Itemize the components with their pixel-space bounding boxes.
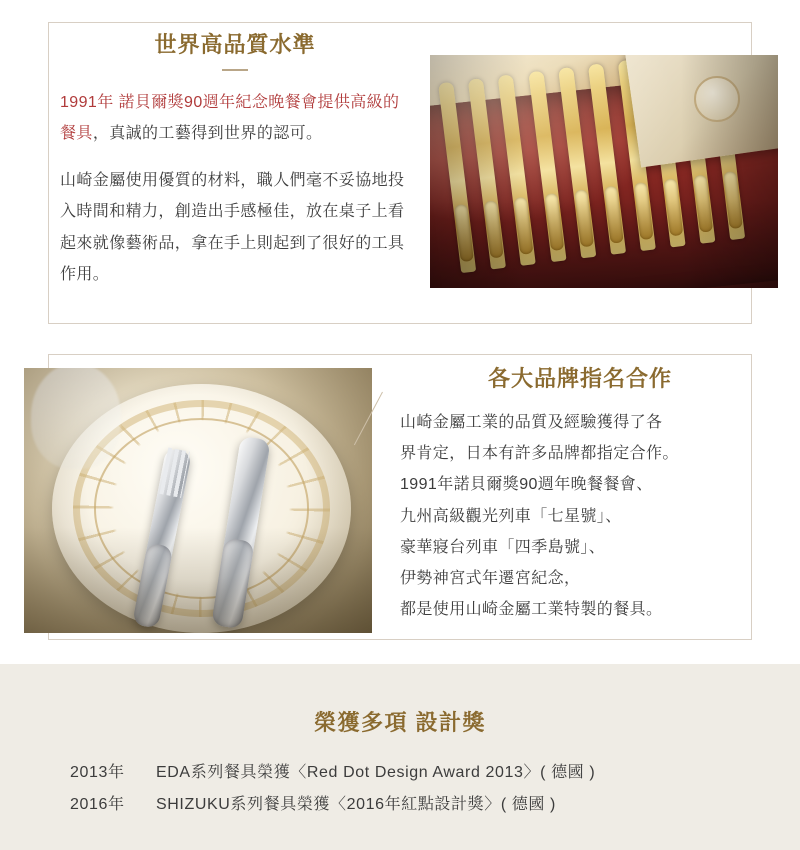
section1-text-block — [60, 30, 410, 306]
section-awards — [0, 664, 800, 850]
award-row — [70, 757, 730, 789]
heading-divider — [222, 69, 248, 71]
silver-cutlery-photo — [24, 368, 372, 633]
photo2-vignette — [24, 368, 372, 633]
section1-paragraph-1 — [60, 87, 410, 149]
section2-heading: 各大品牌指名合作 — [487, 366, 672, 391]
section1-paragraph-2: 山崎金屬使用優質的材料，職人們毫不妥協地投入時間和精力，創造出手感極佳，放在桌子上看起來就像藝術品，拿在手上則起到了很好的工具作用。 — [60, 172, 405, 283]
award-year: 2016年 — [70, 796, 125, 813]
award-text: EDA系列餐具榮獲〈Red Dot Design Award 2013〉( 德國 ) — [156, 764, 596, 781]
section2-line: 豪華寢台列車「四季島號」、 — [400, 538, 606, 556]
award-row — [70, 789, 730, 821]
section2-line: 界肯定，日本有許多品牌都指定合作。 — [400, 445, 679, 463]
section2-line: 1991年諾貝爾獎90週年晚餐餐會、 — [400, 476, 653, 494]
photo1-vignette — [430, 55, 778, 288]
awards-list — [70, 757, 730, 821]
gold-cutlery-photo — [430, 55, 778, 288]
awards-heading: 榮獲多項 設計獎 — [313, 710, 487, 735]
section-world-quality — [0, 0, 800, 340]
section1-highlight-text: 1991年 諾貝爾獎90週年紀念晚餐會提供高級的餐具 — [60, 93, 400, 142]
section2-line: 山崎金屬工業的品質及經驗獲得了各 — [400, 414, 663, 431]
section2-text-block — [400, 362, 760, 625]
award-text: SHIZUKU系列餐具榮獲〈2016年紅點設計獎〉( 德國 ) — [156, 796, 556, 813]
award-year: 2013年 — [70, 764, 125, 781]
section-brand-collaboration — [0, 340, 800, 660]
section1-paragraph-1-rest: ，真誠的工藝得到世界的認可。 — [92, 124, 323, 142]
section2-paragraph — [400, 407, 760, 625]
section2-line: 都是使用山崎金屬工業特製的餐具。 — [400, 601, 663, 619]
section2-line: 伊勢神宮式年遷宮紀念， — [400, 569, 581, 587]
section1-heading: 世界高品質水準 — [154, 32, 316, 57]
section2-line: 九州高級觀光列車「七星號」、 — [400, 507, 622, 525]
